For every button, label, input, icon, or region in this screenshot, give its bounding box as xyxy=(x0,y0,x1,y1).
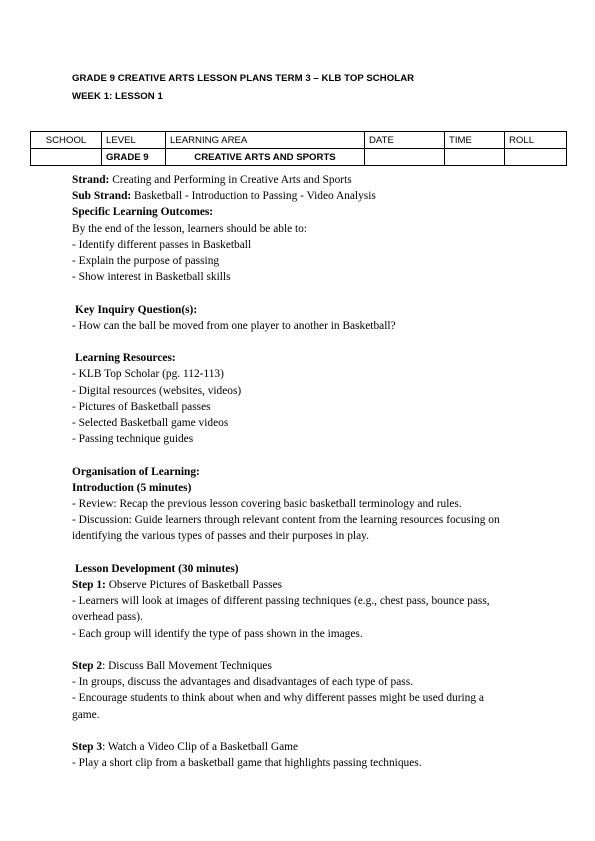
step1-label: Step 1: xyxy=(72,579,106,592)
document-title: GRADE 9 CREATIVE ARTS LESSON PLANS TERM 3 – KLB TOP SCHOLAR xyxy=(72,73,415,84)
step2-text-1: - In groups, discuss the advantages and disadvantages of each type of pass. xyxy=(72,676,413,689)
cell-school xyxy=(31,149,102,166)
kiq-heading: Key Inquiry Question(s): xyxy=(75,303,198,316)
cell-level: GRADE 9 xyxy=(102,149,166,166)
step3-label: Step 3 xyxy=(72,741,103,754)
development-heading: Lesson Development (30 minutes) xyxy=(75,562,239,575)
header-cell-roll: ROLL xyxy=(505,132,567,149)
table-row xyxy=(31,149,567,166)
intro-discussion-line2: identifying the various types of passes and their purposes in play. xyxy=(72,530,369,543)
list-item: - Passing technique guides xyxy=(72,433,194,446)
cell-time xyxy=(445,149,505,166)
step1-title: Observe Pictures of Basketball Passes xyxy=(105,579,283,592)
header-cell-level: LEVEL xyxy=(102,132,166,149)
list-item: - How can the ball be moved from one player to another in Basketball? xyxy=(72,319,396,332)
substrand-line xyxy=(72,188,532,204)
lesson-label: WEEK 1: LESSON 1 xyxy=(72,91,163,102)
header-cell-learning-area: LEARNING AREA xyxy=(166,132,365,149)
list-item: - Selected Basketball game videos xyxy=(72,417,229,430)
substrand-value: Basketball - Introduction to Passing - Video Analysis xyxy=(131,190,376,203)
intro-discussion-line1: - Discussion: Guide learners through relevant content from the learning resources focusing on xyxy=(72,514,500,527)
lesson-info-table xyxy=(30,131,567,166)
cell-roll xyxy=(505,149,567,166)
step1-text-1: - Learners will look at images of different passing techniques (e.g., chest pass, bounce pass, xyxy=(72,595,490,608)
step1-line xyxy=(72,577,532,593)
lesson-body xyxy=(72,172,532,771)
table-header-row xyxy=(31,132,567,149)
step3-text-1: - Play a short clip from a basketball game that highlights passing techniques. xyxy=(72,757,422,770)
step2-line xyxy=(72,658,532,674)
list-item: - Identify different passes in Basketball xyxy=(72,238,252,251)
resources-heading: Learning Resources: xyxy=(75,352,176,365)
header-cell-time: TIME xyxy=(445,132,505,149)
strand-value: Creating and Performing in Creative Arts and Sports xyxy=(109,174,352,186)
header-cell-date: DATE xyxy=(365,132,445,149)
step2-label: Step 2 xyxy=(72,660,103,673)
introduction-heading: Introduction (5 minutes) xyxy=(72,481,192,494)
step2-text-3: game. xyxy=(72,708,100,721)
slo-heading: Specific Learning Outcomes: xyxy=(72,206,214,219)
step1-text-3: - Each group will identify the type of pass shown in the images. xyxy=(72,627,363,640)
list-item: - KLB Top Scholar (pg. 112-113) xyxy=(72,368,224,381)
intro-review: - Review: Recap the previous lesson covering basic basketball terminology and rules. xyxy=(72,498,462,511)
list-item: - Show interest in Basketball skills xyxy=(72,271,231,284)
list-item: - Pictures of Basketball passes xyxy=(72,400,211,413)
substrand-label: Sub Strand: xyxy=(72,190,132,203)
slo-intro: By the end of the lesson, learners should be able to: xyxy=(72,222,308,235)
cell-date xyxy=(365,149,445,166)
step3-line xyxy=(72,739,532,755)
step3-title: : Watch a Video Clip of a Basketball Game xyxy=(102,741,299,754)
strand-line xyxy=(72,172,532,188)
organisation-heading: Organisation of Learning: xyxy=(72,465,200,478)
step1-text-2: overhead pass). xyxy=(72,611,143,624)
list-item: - Digital resources (websites, videos) xyxy=(72,384,242,397)
cell-learning-area: CREATIVE ARTS AND SPORTS xyxy=(166,149,365,166)
list-item: - Explain the purpose of passing xyxy=(72,255,220,268)
header-cell-school: SCHOOL xyxy=(31,132,102,149)
strand-label: Strand: xyxy=(72,174,110,186)
step2-title: : Discuss Ball Movement Techniques xyxy=(102,660,272,673)
step2-text-2: - Encourage students to think about when and why different passes might be used during a xyxy=(72,692,484,705)
